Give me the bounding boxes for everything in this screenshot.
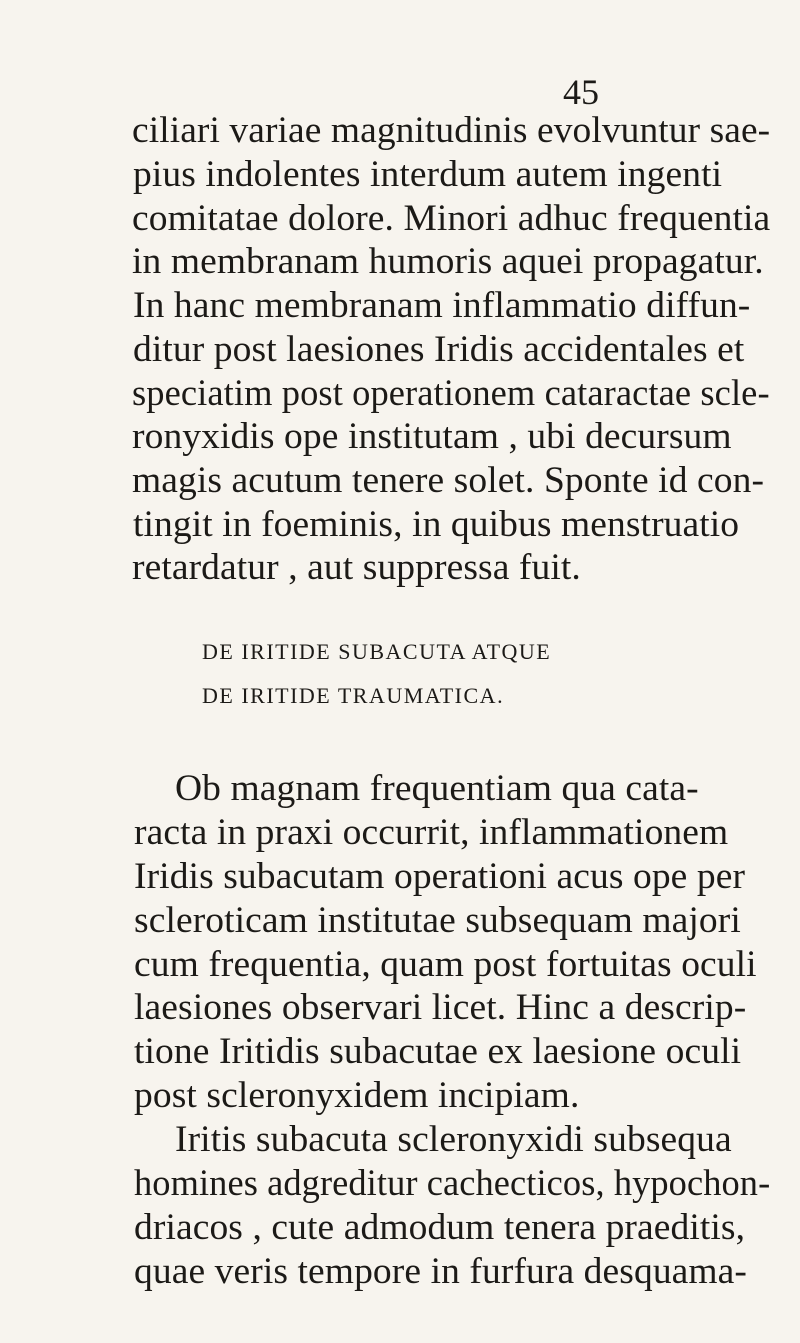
- text-line: driacos , cute admodum tenera praeditis,: [134, 1207, 746, 1248]
- text-line: magis acutum tenere solet. Sponte id con-: [132, 460, 765, 501]
- text-line: racta in praxi occurrit, inflammationem: [134, 812, 729, 853]
- text-line: homines adgreditur cachecticos, hypochon-: [134, 1163, 771, 1204]
- text-line: ronyxidis ope institutam , ubi decursum: [132, 416, 732, 457]
- text-line: Ob magnam frequentiam qua cata-: [175, 768, 699, 809]
- text-line: tione Iritidis subacutae ex laesione oculi: [134, 1031, 742, 1072]
- text-line: scleroticam institutae subsequam majori: [134, 900, 741, 941]
- text-line: cum frequentia, quam post fortuitas oculi: [134, 944, 757, 985]
- text-line: quae veris tempore in furfura desquama-: [134, 1251, 748, 1292]
- text-line: ditur post laesiones Iridis accidentales et: [133, 329, 745, 370]
- text-line: retardatur , aut suppressa fuit.: [132, 547, 581, 588]
- text-line: In hanc membranam inflammatio diffun-: [133, 285, 751, 326]
- text-line: laesiones observari licet. Hinc a descrip-: [134, 987, 747, 1028]
- text-line: Iridis subacutam operationi acus ope per: [134, 856, 746, 897]
- text-line: ciliari variae magnitudinis evolvuntur sae-: [132, 110, 771, 151]
- section-heading-line-1: DE IRITIDE SUBACUTA ATQUE: [202, 639, 552, 664]
- page-number: 45: [563, 72, 599, 112]
- text-line: Iritis subacuta scleronyxidi subsequa: [175, 1119, 732, 1160]
- text-line: speciatim post operationem cataractae scle-: [132, 373, 770, 414]
- section-heading-line-2: DE IRITIDE TRAUMATICA.: [202, 683, 505, 708]
- text-line: in membranam humoris aquei propagatur.: [132, 241, 764, 282]
- text-line: tingit in foeminis, in quibus menstruatio: [133, 504, 740, 545]
- text-line: pius indolentes interdum autem ingenti: [133, 154, 723, 195]
- text-line: post scleronyxidem incipiam.: [134, 1075, 580, 1116]
- text-line: comitatae dolore. Minori adhuc frequentia: [132, 198, 771, 239]
